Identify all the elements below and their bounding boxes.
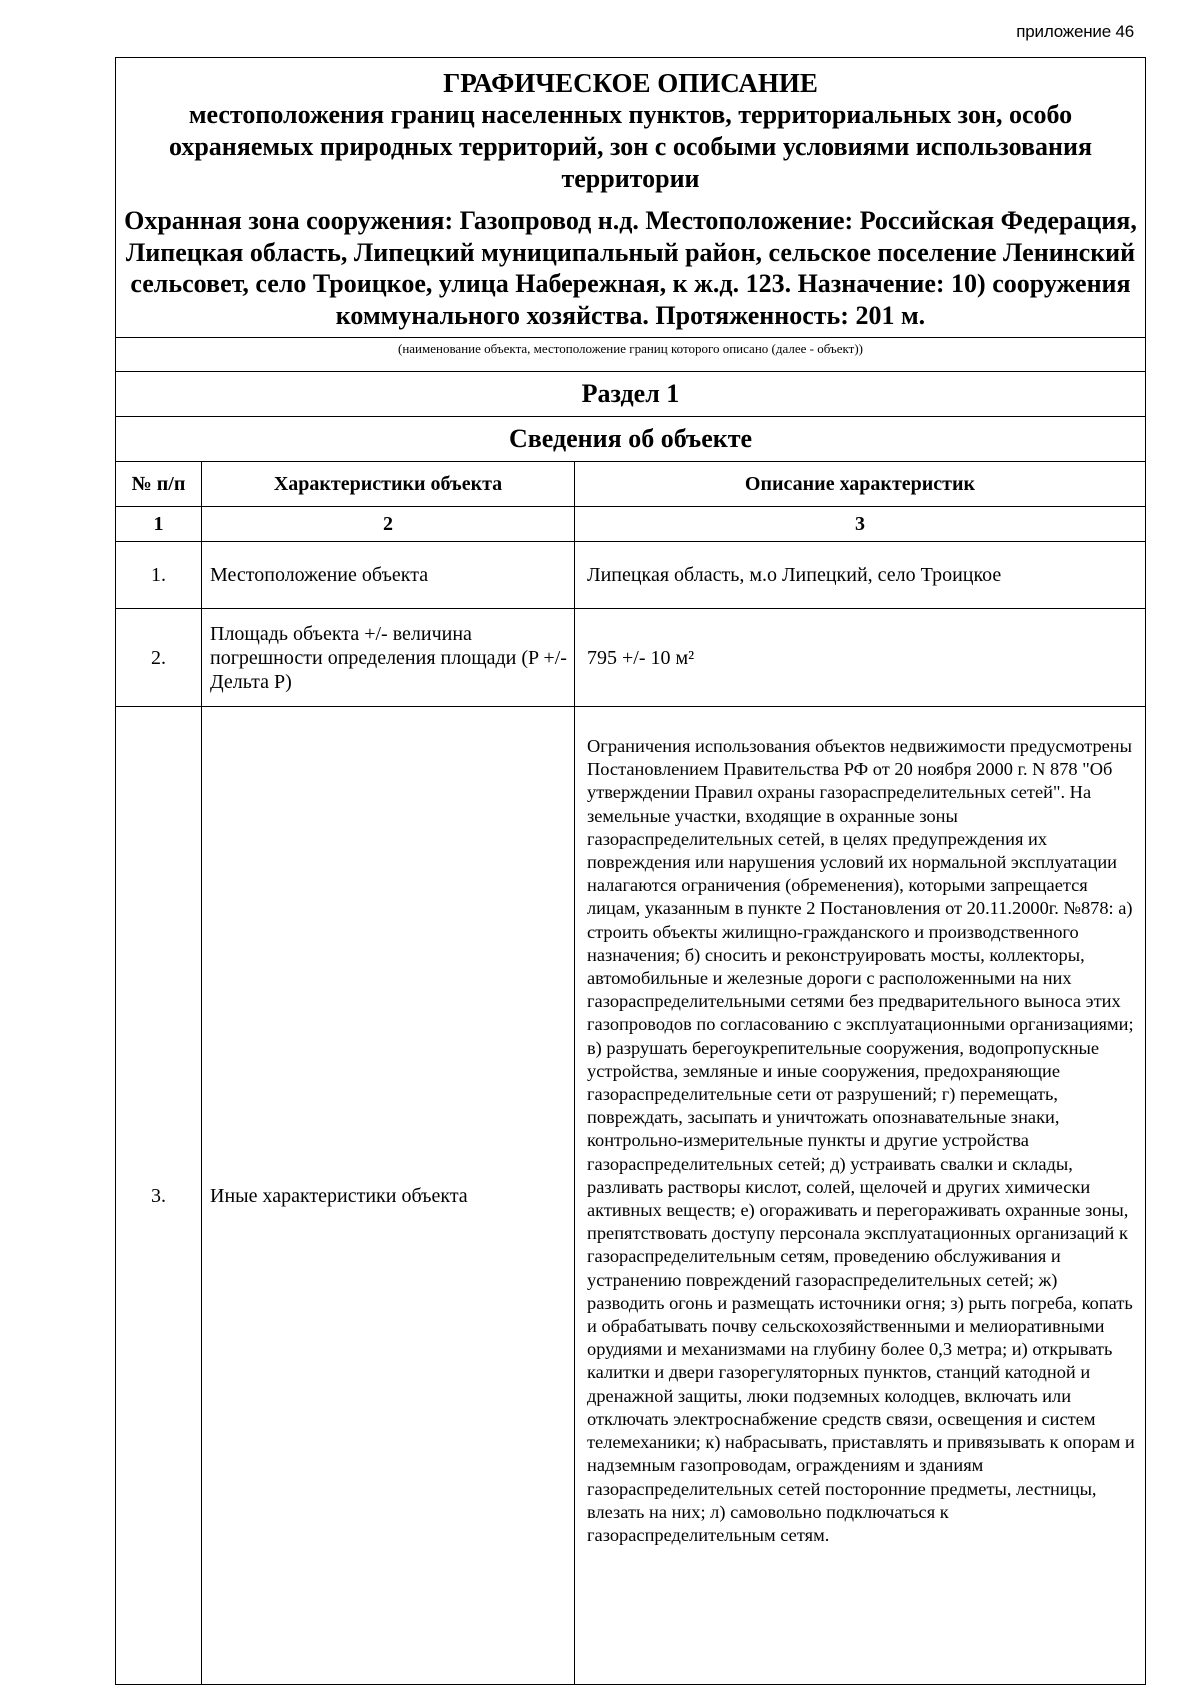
table-row [116, 609, 1145, 707]
column-number-2: 2 [202, 507, 575, 542]
table-row [116, 542, 1145, 609]
row-number: 3. [116, 707, 202, 1685]
table-number-row [116, 507, 1145, 542]
row-description: 795 +/- 10 м² [575, 609, 1146, 707]
row-characteristic: Иные характеристики объекта [202, 707, 575, 1685]
header-characteristics: Характеристики объекта [202, 462, 575, 507]
section-subtitle: Сведения об объекте [116, 417, 1145, 462]
column-number-3: 3 [575, 507, 1146, 542]
row-number: 2. [116, 609, 202, 707]
row-description: Липецкая область, м.о Липецкий, село Троицкое [575, 542, 1146, 609]
characteristics-table [116, 462, 1145, 1685]
table-header-row [116, 462, 1145, 507]
document-header [116, 58, 1145, 338]
header-description: Описание характеристик [575, 462, 1146, 507]
row-number: 1. [116, 542, 202, 609]
document-frame [115, 57, 1146, 1685]
row-characteristic: Площадь объекта +/- величина погрешности определения площади (P +/- Дельта P) [202, 609, 575, 707]
document-subtitle: местоположения границ населенных пунктов, территориальных зон, особо охраняемых природных территорий, зон с особыми условиями использования территории [168, 100, 1093, 193]
row-description: Ограничения использования объектов недвижимости предусмотрены Постановлением Правительства РФ от 20 ноября 2000 г. N 878 "Об утверждении Правил охраны газораспределительных сетей". На земельные участки, входящие в охранные зоны газораспределительных сетей, в целях предупреждения их повреждения или нарушения условий их нормальной эксплуатации налагаются ограничения (обременения), которыми запрещается лицам, указанным в пункте 2 Постановления от 20.11.2000г. №878: а) строить объекты жилищно-гражданского и производственного назначения; б) сносить и реконструировать мосты, коллекторы, автомобильные и железные дороги с расположенными на них газораспределительными сетями без предварительного выноса этих газопроводов по согласованию с эксплуатационными организациями; в) разрушать берегоукрепительные сооружения, водопропускные устройства, земляные и иные сооружения, предохраняющие газораспределительные сети от разрушений; г) перемещать, повреждать, засыпать и уничтожать опознавательные знаки, контрольно-измерительные пункты и другие устройства газораспределительных сетей; д) устраивать свалки и склады, разливать растворы кислот, солей, щелочей и других химически активных веществ; е) огораживать и перегораживать охранные зоны, препятствовать доступу персонала эксплуатационных организаций к газораспределительным сетям, проведению обслуживания и устранению повреждений газораспределительных сетей; ж) разводить огонь и размещать источники огня; з) рыть погреба, копать и обрабатывать почву сельскохозяйственными и мелиоративными орудиями и механизмами на глубину более 0,3 метра; и) открывать калитки и двери газорегуляторных пунктов, станций катодной и дренажной защиты, люки подземных колодцев, включать или отключать электроснабжение средств связи, освещения и систем телемеханики; к) набрасывать, приставлять и привязывать к опорам и надземным газопроводам, ограждениям и зданиям газораспределительных сетей посторонние предметы, лестницы, влезать на них; л) самовольно подключаться к газораспределительным сетям. [575, 707, 1146, 1685]
document-title: ГРАФИЧЕСКОЕ ОПИСАНИЕ [443, 68, 818, 98]
section-title: Раздел 1 [116, 372, 1145, 417]
object-caption: (наименование объекта, местоположение границ которого описано (далее - объект)) [116, 338, 1145, 372]
object-description: Охранная зона сооружения: Газопровод н.д. Местоположение: Российская Федерация, Липецкая область, Липецкий муниципальный район, сельское поселение Ленинский сельсовет, село Троицкое, улица Набережная, к ж.д. 123. Назначение: 10) сооружения коммунального хозяйства. Протяженность: 201 м. [124, 206, 1137, 330]
header-number: № п/п [116, 462, 202, 507]
row-characteristic: Местоположение объекта [202, 542, 575, 609]
appendix-label: приложение 46 [1016, 22, 1134, 41]
table-row [116, 707, 1145, 1685]
column-number-1: 1 [116, 507, 202, 542]
